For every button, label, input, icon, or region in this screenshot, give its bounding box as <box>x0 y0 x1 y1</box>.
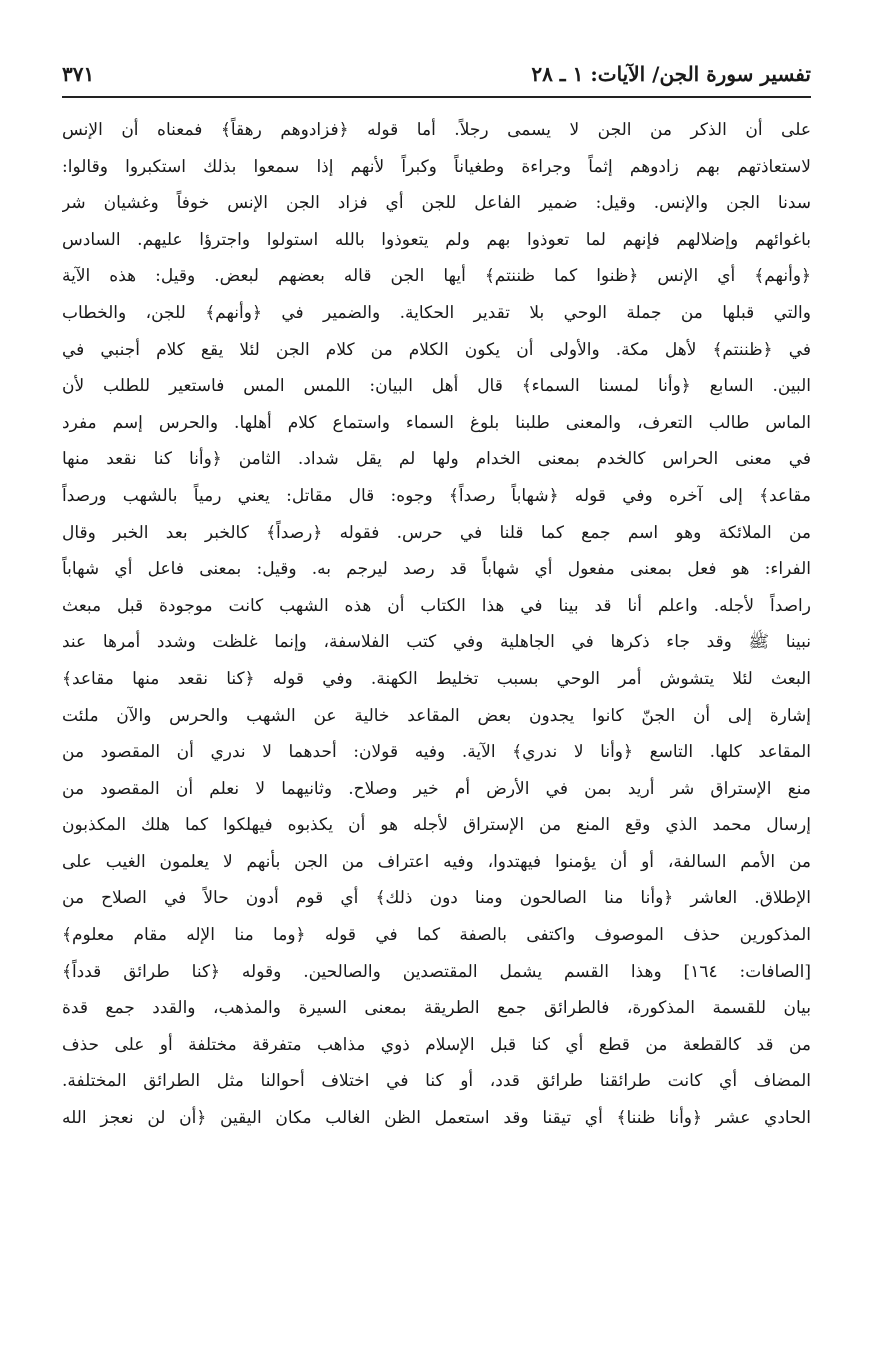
text-line: البعث لئلا يتشوش أمر الوحي بسبب تخليط الكهنة. وفي قوله ﴿كنا نقعد منها مقاعد﴾ <box>62 668 811 689</box>
text-line: [الصافات: ١٦٤] وهذا القسم يشمل المقتصدين والصالحين. وقوله ﴿كنا طرائق قدداً﴾ <box>62 961 811 982</box>
text-line: من الملائكة وهو اسم جمع كما قلنا في حرس. فقوله ﴿رصداً﴾ كالخبر بعد الخبر وقال <box>62 522 811 543</box>
text-line: والتي قبلها من جملة الوحي بلا تقدير الحكاية. والضمير في ﴿وأنهم﴾ للجن، والخطاب <box>62 302 811 323</box>
text-line: المذكورين حذف الموصوف واكتفى بالصفة كما في قوله ﴿وما منا الإله مقام معلوم﴾ <box>62 925 811 946</box>
text-line: في ﴿ظننتم﴾ لأهل مكة. والأولى أن يكون الكلام من كلام الجن لئلا يقع كلام أجنبي في <box>62 339 811 360</box>
text-line: الإطلاق. العاشر ﴿وأنا منا الصالحون ومنا دون ذلك﴾ أي قوم أدون حالاً في الصلاح من <box>62 888 811 909</box>
text-line: الماس طالب التعرف، والمعنى طلبنا بلوغ السماء واستماع كلام أهلها. والحرس إسم مفرد <box>62 412 811 433</box>
page-header <box>62 56 811 98</box>
text-line: منع الإستراق شر أريد بمن في الأرض أم خير وصلاح. وثانيهما لا نعلم أن المقصود من <box>62 778 811 799</box>
text-line: باغوائهم وإضلالهم فإنهم لما تعوذوا بهم ولم يتعوذوا بالله استولوا واجترؤا عليهم. السادس <box>62 229 811 250</box>
text-line: الفراء: هو فعل بمعنى مفعول أي شهاباً قد رصد ليرجم به. وقيل: بمعنى فاعل أي شهاباً <box>62 559 811 580</box>
text-line: لاستعاذتهم بهم زادوهم إثماً وجراءة وطغياناً وكبراً لأنهم إذا سمعوا بذلك استكبروا وقالوا: <box>62 156 811 177</box>
text-line: راصداً لأجله. واعلم أنا قد بينا في هذا الكتاب أن هذه الشهب كانت موجودة قبل مبعث <box>62 595 811 616</box>
text-line: بيان للقسمة المذكورة، فالطرائق جمع الطريقة بمعنى السيرة والمذهب، والقدد جمع قدة <box>62 998 811 1019</box>
text-line: في معنى الحراس كالخدم بمعنى الخدام ولها لم يقل شداد. الثامن ﴿وأنا كنا نقعد منها <box>62 449 811 470</box>
page-number: ٣٧١ <box>62 62 95 86</box>
text-line: من قد كالقطعة من قطع أي كنا قبل الإسلام ذوي مذاهب متفرقة مختلفة أو على حذف <box>62 1034 811 1055</box>
text-line: الحادي عشر ﴿وأنا ظننا﴾ أي تيقنا وقد استعمل الظن الغالب مكان اليقين ﴿أن لن نعجز الله <box>62 1108 811 1129</box>
text-line: نبينا ﷺ وقد جاء ذكرها في الجاهلية وفي كتب الفلاسفة، وإنما غلظت وشدد أمرها عند <box>62 632 811 653</box>
text-line: من الأمم السالفة، أو أن يؤمنوا فيهتدوا، وفيه اعتراف من الجن بأنهم لا يعلمون الغيب على <box>62 851 811 872</box>
text-line: المضاف أي كانت طرائقنا طرائق قدد، أو كنا في اختلاف أحوالنا مثل الطرائق المختلفة. <box>62 1071 811 1092</box>
text-line: سدنا الجن والإنس. وقيل: ضمير الفاعل للجن أي فزاد الجن الإنس خوفاً وغشيان شر <box>62 193 811 214</box>
text-line: البين. السابع ﴿وأنا لمسنا السماء﴾ قال أهل البيان: اللمس المس فاستعير للطلب لأن <box>62 376 811 397</box>
text-line: على أن الذكر من الجن لا يسمى رجلاً. أما قوله ﴿فزادوهم رهقاً﴾ فمعناه أن الإنس <box>62 120 811 140</box>
text-line: مقاعد﴾ إلى آخره وفي قوله ﴿شهاباً رصداً﴾ وجوه: قال مقاتل: يعني رمياً بالشهب ورصداً <box>62 485 811 506</box>
text-line: ﴿وأنهم﴾ أي الإنس ﴿ظنوا كما ظننتم﴾ أيها الجن قاله بعضهم لبعض. وقيل: هذه الآية <box>62 266 811 287</box>
text-line: إشارة إلى أن الجنّ كانوا يجدون بعض المقاعد خالية عن الشهب والحرس والآن ملئت <box>62 705 811 726</box>
text-line: إرسال محمد الذي وقع المنع من الإستراق لأجله هو أن يكذبوه فيهلكوا كما هلك المكذبون <box>62 815 811 836</box>
text-line: المقاعد كلها. التاسع ﴿وأنا لا ندري﴾ الآية. وفيه قولان: أحدهما لا ندري أن المقصود من <box>62 742 811 763</box>
running-title: تفسير سورة الجن/ الآيات: ١ ـ ٢٨ <box>531 62 811 86</box>
body-text <box>62 112 811 1137</box>
